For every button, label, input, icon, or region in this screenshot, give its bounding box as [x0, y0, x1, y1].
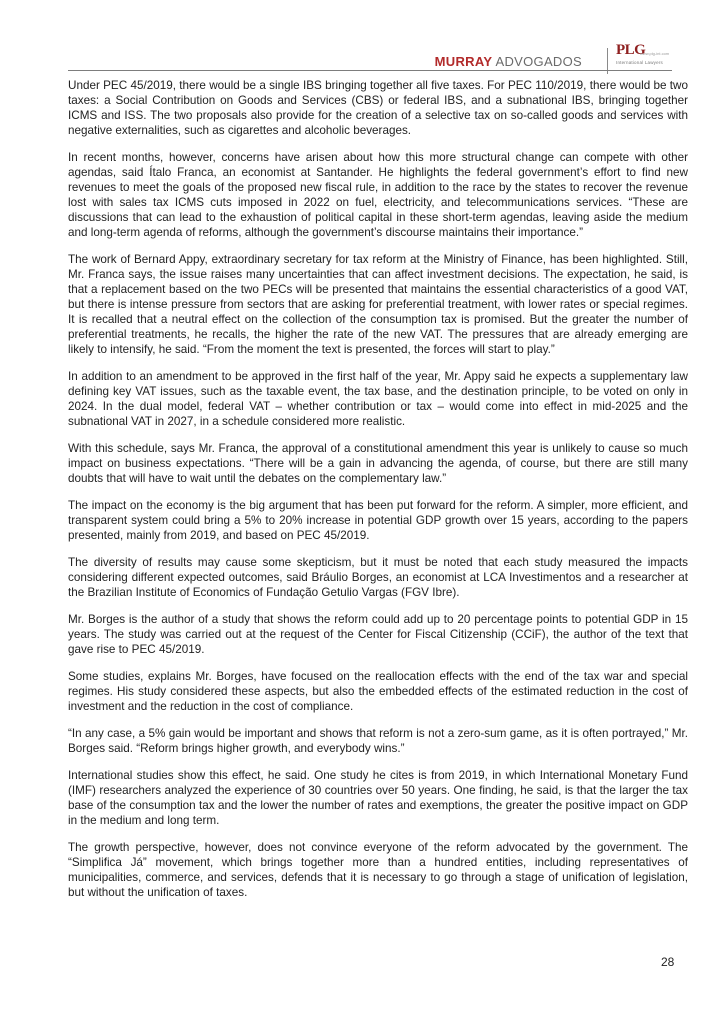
header-rule: [68, 70, 672, 71]
plg-logo-url: www.plg-int.com: [640, 51, 670, 56]
brand-name-regular: ADVOGADOS: [492, 54, 582, 69]
plg-logo-subtitle: International Lawyers: [616, 60, 663, 65]
paragraph: With this schedule, says Mr. Franca, the approval of a constitutional amendment this year is unlikely to cause so much impact on business expectations. “There will be a gain in advancing the agenda, of course, but there are still many doubts that will have to wait until the debates on the complementary law.”: [68, 442, 688, 485]
plg-logo-mark: PLG: [616, 42, 646, 58]
murray-advogados-logo: [435, 54, 582, 69]
plg-logo: [616, 42, 688, 72]
paragraph: International studies show this effect, he said. One study he cites is from 2019, in which International Monetary Fund (IMF) researchers analyzed the experience of 30 countries over 50 years. One finding, he said, is that the larger the tax base of the consumption tax and the lower the number of rates and exemptions, the greater the positive impact on GDP in the medium and long term.: [68, 769, 688, 827]
page-header: [68, 38, 688, 78]
page-number: 28: [661, 955, 675, 969]
paragraph: The work of Bernard Appy, extraordinary secretary for tax reform at the Ministry of Finance, has been highlighted. Still, Mr. Franca says, the issue raises many uncertainties that can affect investment decisions. The expectation, he said, is that a replacement based on the two PECs will be presented that maintains the essential characteristics of a good VAT, but there is intense pressure from sectors that are asking for preferential treatment, with lower rates or special regimes. It is recalled that a neutral effect on the collection of the consumption tax is promised. But the greater the number of preferential treatments, he recalls, the higher the rate of the new VAT. The pressures that are already emerging are likely to intensify, he said. “From the moment the text is presented, the forces will start to play.”: [68, 253, 688, 356]
paragraph: Some studies, explains Mr. Borges, have focused on the reallocation effects with the end of the tax war and special regimes. His study considered these aspects, but also the embedded effects of the estimated reduction in the cost of investment and the reduction in the cost of compliance.: [68, 670, 688, 713]
body-text: [68, 78, 688, 912]
paragraph: In recent months, however, concerns have arisen about how this more structural change can compete with other agendas, said Ítalo Franca, an economist at Santander. He highlights the federal government’s effort to find new revenues to meet the goals of the proposed new fiscal rule, in addition to the race by the states to recover the revenue lost with sales tax ICMS cuts imposed in 2022 on fuel, electricity, and telecommunications services. “These are discussions that can lead to the exhaustion of political capital in these short-term agendas, leaving aside the medium and long-term agenda of reforms, although the government’s discourse maintains their importance.”: [68, 151, 688, 239]
paragraph: In addition to an amendment to be approved in the first half of the year, Mr. Appy said he expects a supplementary law defining key VAT issues, such as the taxable event, the tax base, and the destination principle, to be voted on only in 2024. In the dual model, federal VAT – whether contribution or tax – would come into effect in mid-2025 and the subnational VAT in 2027, in a schedule considered more realistic.: [68, 370, 688, 428]
paragraph: “In any case, a 5% gain would be important and shows that reform is not a zero-sum game, as it is often portrayed,” Mr. Borges said. “Reform brings higher growth, and everybody wins.”: [68, 727, 688, 755]
paragraph: The impact on the economy is the big argument that has been put forward for the reform. A simpler, more efficient, and transparent system could bring a 5% to 20% increase in potential GDP growth over 15 years, according to the papers presented, mainly from 2019, and based on PEC 45/2019.: [68, 499, 688, 542]
paragraph: Mr. Borges is the author of a study that shows the reform could add up to 20 percentage points to potential GDP in 15 years. The study was carried out at the request of the Center for Fiscal Citizenship (CCiF), the author of the text that gave rise to PEC 45/2019.: [68, 613, 688, 656]
paragraph: The diversity of results may cause some skepticism, but it must be noted that each study measured the impacts considering different expected outcomes, said Bráulio Borges, an economist at LCA Investimentos and a researcher at the Brazilian Institute of Economics of Fundação Getulio Vargas (FGV Ibre).: [68, 556, 688, 599]
paragraph: The growth perspective, however, does not convince everyone of the reform advocated by the government. The “Simplifica Já” movement, which brings together more than a hundred entities, including representatives of municipalities, commerce, and services, defends that it is necessary to go through a stage of unification of legislation, but without the unification of taxes.: [68, 841, 688, 899]
brand-name-bold: MURRAY: [434, 54, 493, 69]
paragraph: Under PEC 45/2019, there would be a single IBS bringing together all five taxes. For PEC 110/2019, there would be two taxes: a Social Contribution on Goods and Services (CBS) or federal IBS, and a subnational IBS, bringing together ICMS and ISS. The two proposals also provide for the creation of a selective tax on so-called goods and services with negative externalities, such as cigarettes and alcoholic beverages.: [68, 79, 688, 137]
